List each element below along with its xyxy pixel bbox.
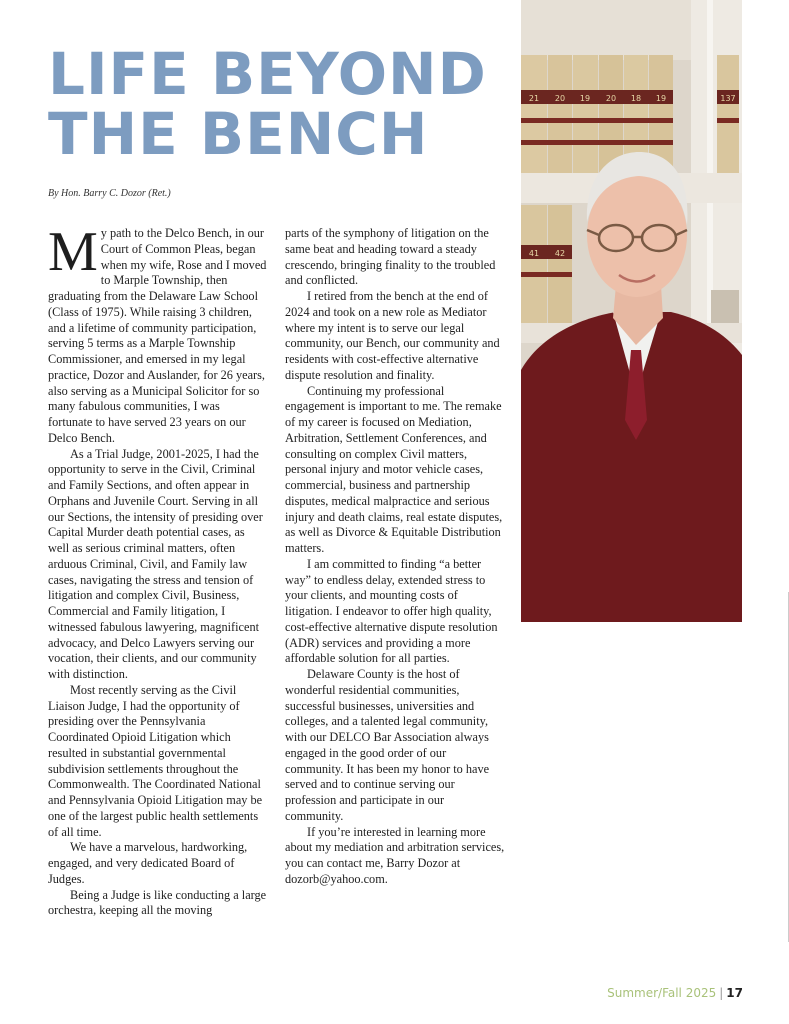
book-label: 18 [630, 94, 642, 103]
paragraph-text: y path to the Delco Bench, in our Court of Common Pleas, began when my wife, Rose and I moved to Marple Township, then graduating from the Delaware Law School (Class of 1975). While raising 3 children, and a lifetime of community participation, serving 5 terms as a Marple Township Commissioner, and emersed in my legal practice, Dozor and Auslander, for 26 years, also serving as a Municipal Solicitor for so many fabulous communities, I was fortunate to have served 23 years on our Delco Bench. [48, 226, 267, 445]
paragraph: Being a Judge is like conducting a large orchestra, keeping all the moving [48, 887, 267, 918]
book-label: 20 [605, 94, 617, 103]
portrait-photo [521, 0, 742, 622]
book-label: 137 [720, 94, 736, 103]
paragraph [48, 221, 267, 447]
drop-cap: M [48, 221, 98, 283]
paragraph: I am committed to finding “a better way” to endless delay, extended stress to your clients, and mounting costs of litigation. I endeavor to offer high quality, cost-effective alternative dispute resolution (ADR) services and providing a more affordable solution for all parties. [285, 556, 498, 666]
page-footer [607, 986, 743, 1000]
book-label: 19 [579, 94, 591, 103]
paragraph: As a Trial Judge, 2001-2025, I had the opportunity to serve in the Civil, Criminal and Family Sections, and often appear in Orphans and Juvenile Court. Serving in all our Sections, the intensity of presiding over Capital Murder death potential cases, as well as serious criminal matters, often arduous Criminal, Civil, and Family law cases, navigating the stress and tension of litigation and complex Civil, Business, Commercial and Family litigation, I witnessed fabulous lawyering, magnificent advocacy, and Delco Lawyers serving our vocation, their clients, and our community with distinction. [48, 446, 263, 681]
article-title [48, 40, 487, 168]
paragraph: I retired from the bench at the end of 2024 and took on a new role as Mediator where my intent is to serve our legal community, our Bench, our community and residents with cost-effective alternative dispute resolution and finality. [285, 289, 500, 382]
portrait-illustration [521, 0, 742, 622]
article-column-1 [48, 221, 267, 919]
paragraph: Most recently serving as the Civil Liaison Judge, I had the opportunity of presiding over the Pennsylvania Coordinated Opioid Litigation which resulted in substantial governmental subdivision settlements throughout the Commonwealth. The Coordinated National and Pennsylvania Opioid Litigation may be one of the largest public health settlements of all time. [48, 682, 263, 839]
book-label: 41 [528, 249, 540, 258]
book-label: 19 [655, 94, 667, 103]
title-line-2: THE BENCH [48, 100, 429, 168]
paragraph: We have a marvelous, hardworking, engaged, and very dedicated Board of Judges. [48, 840, 248, 886]
paragraph: parts of the symphony of litigation on the same beat and heading toward a steady crescendo, bringing finality to the troubled and conflicted. [285, 226, 496, 288]
page-number: 17 [726, 986, 743, 1000]
title-line-1: LIFE BEYOND [48, 40, 487, 108]
paragraph: Continuing my professional engagement is important to me. The remake of my career is focused on Mediation, Arbitration, Settlement Conferences, and consulting on complex Civil matters, personal injury and motor vehicle cases, commercial, business and partnership disputes, medical malpractice and serious injury and death claims, real estate disputes, as well as Divorce & Equitable Distribution matters. [285, 383, 503, 555]
footer-separator: | [719, 986, 724, 1000]
paragraph: Delaware County is the host of wonderful residential communities, successful businesses, universities and colleges, and a talented legal community, with our DELCO Bar Association always engaged in the good order of our community. It has been my honor to have served and to continue serving our profession and participate in our community. [285, 667, 490, 823]
article-column-2 [285, 226, 505, 888]
byline: By Hon. Barry C. Dozor (Ret.) [48, 188, 171, 199]
paragraph: If you’re interested in learning more about my mediation and arbitration services, you can contact me, Barry Dozor at dozorb@yahoo.com. [285, 824, 505, 886]
book-label: 21 [528, 94, 540, 103]
book-label: 20 [554, 94, 566, 103]
issue-label: Summer/Fall 2025 [607, 986, 717, 1000]
book-label: 42 [554, 249, 566, 258]
